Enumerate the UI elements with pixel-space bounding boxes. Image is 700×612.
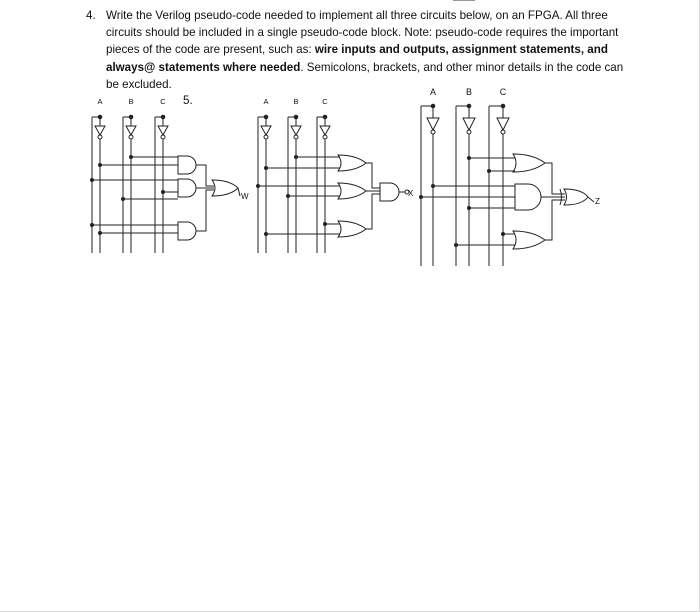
circuit-3-output-gate (564, 189, 588, 205)
question-number: 4. (86, 9, 96, 22)
circuit-2 (257, 115, 410, 253)
circuit-1-output-label: W (241, 192, 249, 201)
circuit-2-or-gate-3 (338, 221, 366, 237)
circuit-1-input-a-label: A (97, 97, 103, 106)
circuit-2-output-label: X (408, 189, 414, 198)
circuit-3-inverter-a (427, 118, 439, 130)
circuit-2-inverter-a (261, 126, 271, 135)
circuit-2-input-a-label: A (263, 97, 269, 106)
circuit-3-input-b-label: B (465, 87, 473, 97)
circuit-2-and-gate (380, 183, 399, 201)
circuit-3-and-gate-1 (515, 184, 541, 210)
circuit-2-input-c-label: C (322, 97, 328, 106)
circuit-3-inverter-c (497, 118, 509, 130)
question-text-part-1: Write the Verilog pseudo-code needed to implement all three circuits below, on an FPGA. All three circuits should be included in a single pseudo-code block. Note: pseudo-code requires the important pieces of the code are present, such as: (106, 9, 619, 57)
circuit-1-and-gate-1 (178, 156, 196, 174)
circuit-2-output-bubble (405, 190, 409, 194)
circuit-3-input-c-label: C (499, 87, 507, 97)
circuit-1-or-gate (212, 180, 238, 196)
circuit-1 (91, 115, 241, 253)
circuit-3-output-label: Z (595, 197, 600, 206)
circuit-1-and-gate-2 (178, 179, 196, 197)
circuit-3-or-gate-1 (513, 154, 545, 172)
circuit-3-inverter-b (463, 118, 475, 130)
circuit-3-input-a-label: A (429, 87, 437, 97)
circuit-1-inverter-a (95, 126, 105, 135)
circuit-1-and-gate-3 (178, 222, 196, 240)
item-number: 5. (183, 94, 193, 107)
circuit-1-inverter-c (158, 126, 168, 135)
circuit-1-input-b-label: B (128, 97, 134, 106)
circuit-1-inverter-b (126, 126, 136, 135)
question-text-bold: wire inputs and outputs, assignment statements, and always@ statements where needed (106, 43, 608, 74)
circuit-2-inverter-c (320, 126, 330, 135)
question-text-part-3: . Semicolons, brackets, and other minor details in the code can be excluded. (106, 60, 624, 91)
circuit-3-or-gate-2 (513, 231, 545, 249)
circuit-2-or-gate-2 (338, 183, 366, 199)
circuit-2-inverter-b (291, 126, 301, 135)
circuit-3 (420, 104, 595, 266)
circuit-2-input-b-label: B (293, 97, 299, 106)
circuit-2-or-gate-1 (338, 155, 366, 171)
circuit-1-input-c-label: C (160, 97, 166, 106)
